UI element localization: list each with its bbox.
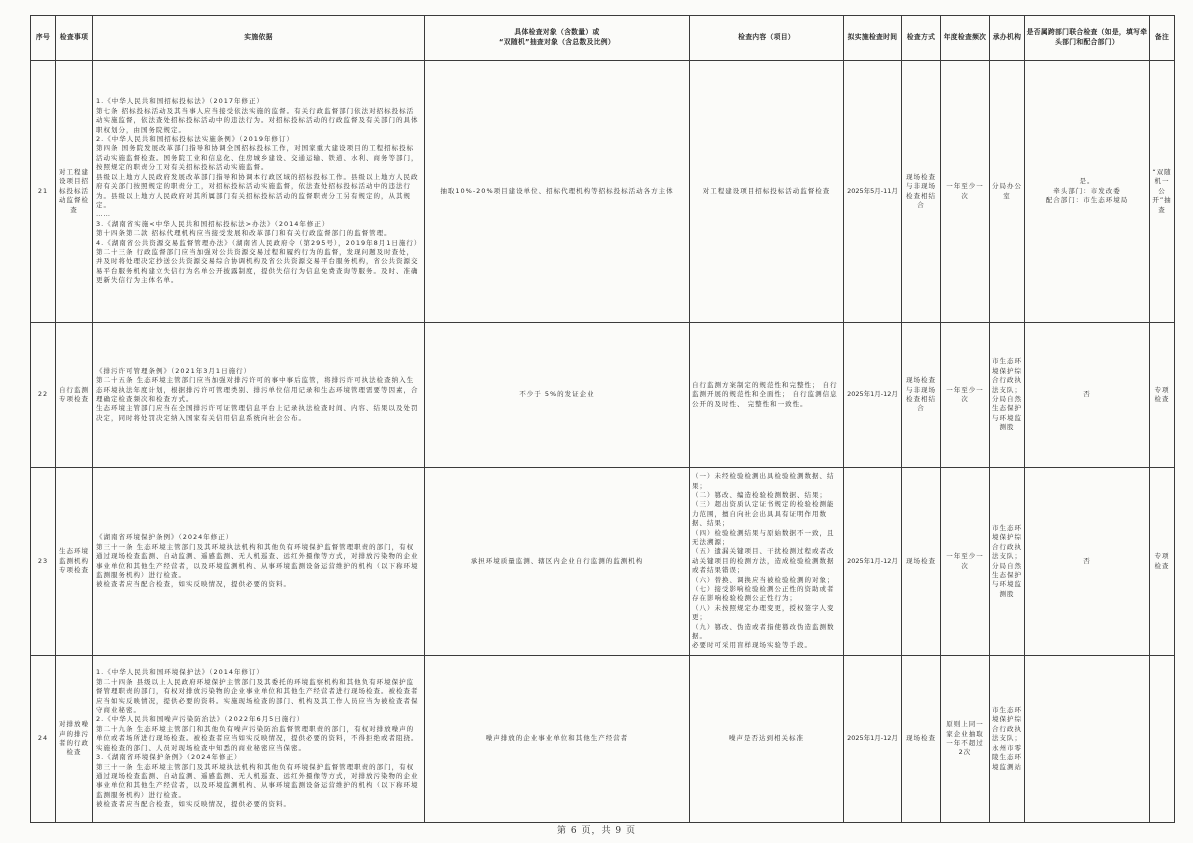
inspection-content-text bbox=[692, 381, 841, 409]
inspection-plan-table bbox=[30, 15, 1175, 823]
basis-paragraph: 第二十九条 生态环境主管部门和其他负有噪声污染防治监督管理职责的部门，有权对排放噪声的单位或者场所进行现场检查。被检查者应当如实反映情况，提供必要的资料，不得拒绝或者阻挠。实施检查的部门、人员对现场检查中知悉的商业秘密应当保密。 bbox=[96, 724, 419, 752]
header-planned-time: 拟实施检查时间 bbox=[844, 16, 902, 61]
basis-paragraph: 第三十一条 生态环境主管部门及其环境执法机构和其他负有环境保护监督管理职责的部门，有权通过现场检查监测、自动监测、遥感监测、无人机巡查、远红外摄像等方式，对排放污染物的企业事业单位和其他生产经营者，以及环境监测机构、从事环境监测设备运营维护的机构（以下称环境监测服务机构）进行检查。 bbox=[96, 542, 419, 579]
content-paragraph: （五）遗漏关键项目、干扰检测过程或者改动关键项目的检测方法，造成检验检测数据或者结果错误； bbox=[692, 547, 835, 575]
legal-basis-text bbox=[96, 533, 421, 589]
header-serial-number: 序号 bbox=[31, 16, 56, 61]
cell-inspection-content bbox=[690, 656, 844, 823]
cell-joint-inspection bbox=[1025, 323, 1150, 468]
table-header-row bbox=[31, 16, 1175, 61]
legal-basis-text bbox=[96, 668, 421, 809]
inspection-content-text bbox=[692, 187, 841, 196]
cell-inspection-method bbox=[902, 61, 941, 323]
basis-paragraph: 第二十四条 县级以上人民政府环境保护主管部门及其委托的环境监察机构和其他负有环境保护监督管理职责的部门，有权对排放污染物的企业事业单位和其他生产经营者进行现场检查。被检查者应当如实反映情况，提供必要的资料。实施现场检查的部门、机构及其工作人员应当为被检查者保守商业秘密。 bbox=[96, 677, 419, 715]
inspection-item-text: 对排放噪声的排污者的行政检查 bbox=[59, 720, 89, 757]
cell-serial-number: 23 bbox=[31, 468, 56, 656]
cell-joint-inspection bbox=[1025, 468, 1150, 656]
content-paragraph: （三）超出资质认定证书规定的检验检测能力范围，擅自向社会出具具有证明作用数据、结果； bbox=[692, 500, 835, 528]
cell-remark bbox=[1150, 323, 1175, 468]
table-row bbox=[31, 323, 1175, 468]
content-paragraph: （四）检验检测结果与原始数据不一致，且无法溯源； bbox=[692, 528, 835, 546]
cell-annual-frequency bbox=[941, 656, 990, 823]
cell-serial-number: 22 bbox=[31, 323, 56, 468]
cell-legal-basis bbox=[93, 468, 425, 656]
basis-paragraph: 《湖南省环境保护条例》（2024年修正） bbox=[96, 533, 234, 542]
header-inspection-method: 检查方式 bbox=[902, 16, 941, 61]
content-paragraph: （七）接受影响检验检测公正性的资助或者存在影响检验检测公正性行为； bbox=[692, 585, 835, 603]
cell-planned-time: 2025年1月-12月 bbox=[844, 656, 902, 823]
content-paragraph: （一）未经检验检测出具检验检测数据、结果； bbox=[692, 472, 835, 490]
responsible-agency-text: 分局办公室 bbox=[992, 182, 1022, 200]
header-responsible-agency: 承办机构 bbox=[990, 16, 1025, 61]
header-inspection-target bbox=[425, 16, 690, 61]
basis-paragraph: 第三十一条 生态环境主管部门及其环境执法机构和其他负有环境保护监督管理职责的部门，有权通过现场检查监测、自动监测、遥感监测、无人机巡查、远红外摄像等方式，对排放污染物的企业事业单位和其他生产经营者，以及环境监测机构、从事环境监测设备运营维护的机构（以下称环境监测服务机构）进行检查。 bbox=[96, 762, 419, 799]
joint-line: 配合部门：市生态环境局 bbox=[1045, 196, 1129, 205]
basis-paragraph: 第十四条第二款 招标代理机构应当接受发展和改革部门和有关行政监督部门的监督管理。 bbox=[96, 229, 392, 238]
cell-annual-frequency bbox=[941, 468, 990, 656]
inspection-item-text: 生态环境监测机构专项检查 bbox=[59, 547, 89, 575]
header-remark: 备注 bbox=[1150, 16, 1175, 61]
basis-paragraph: 3.《湖南省环境保护条例》（2024年修正） bbox=[96, 753, 242, 762]
inspection-target-text: 承担环境质量监测、辖区内企业自行监测的监测机构 bbox=[470, 556, 644, 565]
cell-inspection-method bbox=[902, 323, 941, 468]
joint-line: 否 bbox=[1083, 390, 1091, 399]
cell-inspection-item bbox=[56, 323, 93, 468]
inspection-item-text: 自行监测专项检查 bbox=[59, 385, 89, 403]
cell-remark bbox=[1150, 468, 1175, 656]
inspection-method-text: 现场检查与非现场检查相结合 bbox=[906, 172, 936, 209]
inspection-method-text: 现场检查 bbox=[906, 734, 936, 743]
content-paragraph: 对工程建设项目招标投标活动监督检查 bbox=[702, 186, 831, 195]
cell-annual-frequency bbox=[941, 323, 990, 468]
cell-inspection-content bbox=[690, 61, 844, 323]
cell-remark bbox=[1150, 656, 1175, 823]
cell-inspection-target bbox=[425, 61, 690, 323]
cell-annual-frequency bbox=[941, 61, 990, 323]
inspection-content-text bbox=[692, 472, 841, 651]
annual-frequency-text: 一年至少一次 bbox=[946, 385, 984, 403]
basis-paragraph: 被检查者应当配合检查，如实反映情况，提供必要的资料。 bbox=[96, 800, 291, 809]
cell-inspection-item bbox=[56, 61, 93, 323]
cell-responsible-agency bbox=[990, 61, 1025, 323]
basis-paragraph: 第二十三条 行政监督部门应当加强对公共资源交易过程和履约行为的监督，发现问题及时查处，并及时将处理决定抄送公共资源交易综合协调机构及省公共资源交易平台服务机构，省公共资源交易平台服务机构建立失信行为名单公开披露制度，提供失信行为信息免费查询等服务。及时、准确更新失信行为主体名单。 bbox=[96, 247, 419, 285]
cell-remark bbox=[1150, 61, 1175, 323]
header-inspection-content: 检查内容（项目） bbox=[690, 16, 844, 61]
inspection-target-text: 不少于 5%的发证企业 bbox=[519, 390, 595, 399]
remark-text: 专项检查 bbox=[1154, 552, 1170, 570]
cell-inspection-content bbox=[690, 323, 844, 468]
inspection-content-text bbox=[692, 734, 841, 743]
inspection-target-text: 噪声排放的企业事业单位和其他生产经营者 bbox=[485, 734, 629, 743]
table-row bbox=[31, 468, 1175, 656]
page-number-footer: 第 6 页，共 9 页 bbox=[557, 826, 636, 836]
header-joint-inspection bbox=[1025, 16, 1150, 61]
legal-basis-text bbox=[96, 367, 421, 423]
content-paragraph: （六）替换、调换应当被检验检测的对象； bbox=[692, 575, 835, 584]
header-annual-frequency: 年度检查频次 bbox=[941, 16, 990, 61]
header-joint-line1: 是否属跨部门联合检查（如是，填写牵 bbox=[1026, 28, 1148, 37]
cell-responsible-agency bbox=[990, 656, 1025, 823]
responsible-agency-text: 市生态环境保护综合行政执法支队；分局自然生态保护与环境监测股 bbox=[992, 357, 1022, 432]
inspection-method-text: 现场检查 bbox=[906, 556, 936, 565]
inspection-method-text: 现场检查与非现场检查相结合 bbox=[906, 376, 936, 413]
basis-paragraph: 第二十五条 生态环境主管部门应当加强对排污许可的事中事后监管，将排污许可执法检查纳入生态环境执法年度计划，根据排污许可管理类别、排污单位信用记录和生态环境管理需要等因素，合理确定检查频次和检查方式。 bbox=[96, 376, 419, 403]
cell-inspection-item bbox=[56, 468, 93, 656]
cell-inspection-method bbox=[902, 468, 941, 656]
cell-responsible-agency bbox=[990, 323, 1025, 468]
basis-paragraph: 3.《湖南省实施<中华人民共和国招标投标法>办法》（2014年修正） bbox=[96, 219, 330, 228]
header-target-line2: “双随机”抽查对象（含总数及比例） bbox=[499, 38, 615, 46]
basis-paragraph: 1.《中华人民共和国招标投标法》（2017年修正） bbox=[96, 97, 264, 106]
responsible-agency-text: 市生态环境保护综合行政执法支队；永州市零陵生态环境监测站 bbox=[992, 706, 1022, 771]
header-target-line1: 具体检查对象（含数量）或 bbox=[514, 28, 600, 37]
cell-inspection-content bbox=[690, 468, 844, 656]
basis-paragraph: 2.《中华人民共和国招标投标法实施条例》（2019年修订） bbox=[96, 135, 294, 144]
joint-line: 否 bbox=[1083, 556, 1091, 565]
cell-legal-basis bbox=[93, 61, 425, 323]
basis-paragraph: 《排污许可管理条例》（2021年3月1日施行） bbox=[96, 366, 252, 375]
annual-frequency-text: 原则上同一家企业抽取一年不超过2次 bbox=[946, 720, 984, 757]
content-paragraph: 自行监测方案制定的规范性和完整性； 自行监测开展的规范性和全面性； 自行监测信息公开的及时性、 完整性和一致性。 bbox=[692, 380, 838, 408]
basis-paragraph: 生态环境主管部门应当在全国排污许可证管理信息平台上记录执法检查时间、内容、结果以及处罚决定，同时将处罚决定纳入国家有关信用信息系统向社会公布。 bbox=[96, 404, 419, 422]
remark-text: 专项检查 bbox=[1154, 385, 1170, 403]
content-paragraph: （二）篡改、编造检验检测数据、结果； bbox=[692, 490, 827, 499]
remark-text: “双随机一公开”抽查 bbox=[1152, 167, 1172, 214]
cell-planned-time: 2025年1月-12月 bbox=[844, 323, 902, 468]
legal-basis-text bbox=[96, 97, 421, 285]
joint-inspection-text bbox=[1027, 390, 1147, 399]
basis-paragraph: 2.《中华人民共和国噪声污染防治法》（2022年6月5日施行） bbox=[96, 715, 305, 724]
cell-inspection-target bbox=[425, 323, 690, 468]
cell-inspection-target bbox=[425, 468, 690, 656]
inspection-item-text: 对工程建设项目招标投标活动监督检查 bbox=[59, 167, 89, 214]
basis-paragraph: …… bbox=[96, 210, 111, 219]
content-paragraph: 噪声是否达到相关标准 bbox=[729, 734, 804, 743]
joint-inspection-text bbox=[1027, 557, 1147, 566]
cell-inspection-target bbox=[425, 656, 690, 823]
content-paragraph: （八）未按照规定办理变更，授权签字人变更； bbox=[692, 603, 835, 622]
header-legal-basis: 实施依据 bbox=[93, 16, 425, 61]
header-joint-line2: 头部门和配合部门） bbox=[1055, 38, 1119, 46]
basis-paragraph: 4.《湖南省公共资源交易监督管理办法》（湖南省人民政府令（第295号），2019年8月1日施行） bbox=[96, 238, 421, 247]
cell-serial-number: 21 bbox=[31, 61, 56, 323]
joint-line: 牵头部门：市发改委 bbox=[1053, 186, 1121, 195]
cell-inspection-method bbox=[902, 656, 941, 823]
annual-frequency-text: 一年至少一次 bbox=[946, 182, 984, 200]
cell-serial-number: 24 bbox=[31, 656, 56, 823]
content-paragraph: 必要时可采用盲样现场实验等手段。 bbox=[692, 641, 812, 650]
cell-planned-time: 2025年1月-12月 bbox=[844, 468, 902, 656]
basis-paragraph: 县级以上地方人民政府发展改革部门指导和协调本行政区域的招标投标工作。县级以上地方人民政府有关部门按照规定的职责分工，对招标投标活动实施监督，依法查处招标投标活动中的违法行为。县级以上地方人民政府对其所属部门有关招标投标活动的监督职责分工另有规定的，从其规定。 bbox=[96, 172, 419, 209]
cell-joint-inspection bbox=[1025, 61, 1150, 323]
basis-paragraph: 第四条 国务院发展改革部门指导和协调全国招标投标工作，对国家重大建设项目的工程招标投标活动实施监督检查。国务院工业和信息化、住房城乡建设、交通运输、铁道、水利、商务等部门，按照规定的职责分工对有关招标投标活动实施监督。 bbox=[96, 144, 419, 172]
joint-inspection-text bbox=[1027, 177, 1147, 205]
joint-line: 是。 bbox=[1079, 177, 1095, 186]
basis-paragraph: 1.《中华人民共和国环境保护法》（2014年修订） bbox=[96, 668, 264, 677]
table-row bbox=[31, 61, 1175, 323]
content-paragraph: （九）篡改、伪造或者指使篡改伪造监测数据。 bbox=[692, 622, 835, 641]
annual-frequency-text: 一年至少一次 bbox=[946, 552, 984, 570]
cell-legal-basis bbox=[93, 323, 425, 468]
basis-paragraph: 被检查者应当配合检查，如实反映情况，提供必要的资料。 bbox=[96, 580, 291, 589]
cell-legal-basis bbox=[93, 656, 425, 823]
responsible-agency-text: 市生态环境保护综合行政执法支队；分局自然生态保护与环境监测股 bbox=[992, 523, 1022, 598]
inspection-target-text: 抽取10%-20%项目建设单位、招标代理机构等招标投标活动各方主体 bbox=[440, 186, 674, 195]
header-inspection-item: 检查事项 bbox=[56, 16, 93, 61]
basis-paragraph: 第七条 招标投标活动及其当事人应当接受依法实施的监督。有关行政监督部门依法对招标投标活动实施监督，依法查处招标投标活动中的违法行为。对招标投标活动的行政监督及有关部门的具体职权划分，由国务院规定。 bbox=[96, 106, 419, 134]
table-row bbox=[31, 656, 1175, 823]
cell-inspection-item bbox=[56, 656, 93, 823]
cell-joint-inspection bbox=[1025, 656, 1150, 823]
cell-planned-time: 2025年5月-11月 bbox=[844, 61, 902, 323]
cell-responsible-agency bbox=[990, 468, 1025, 656]
